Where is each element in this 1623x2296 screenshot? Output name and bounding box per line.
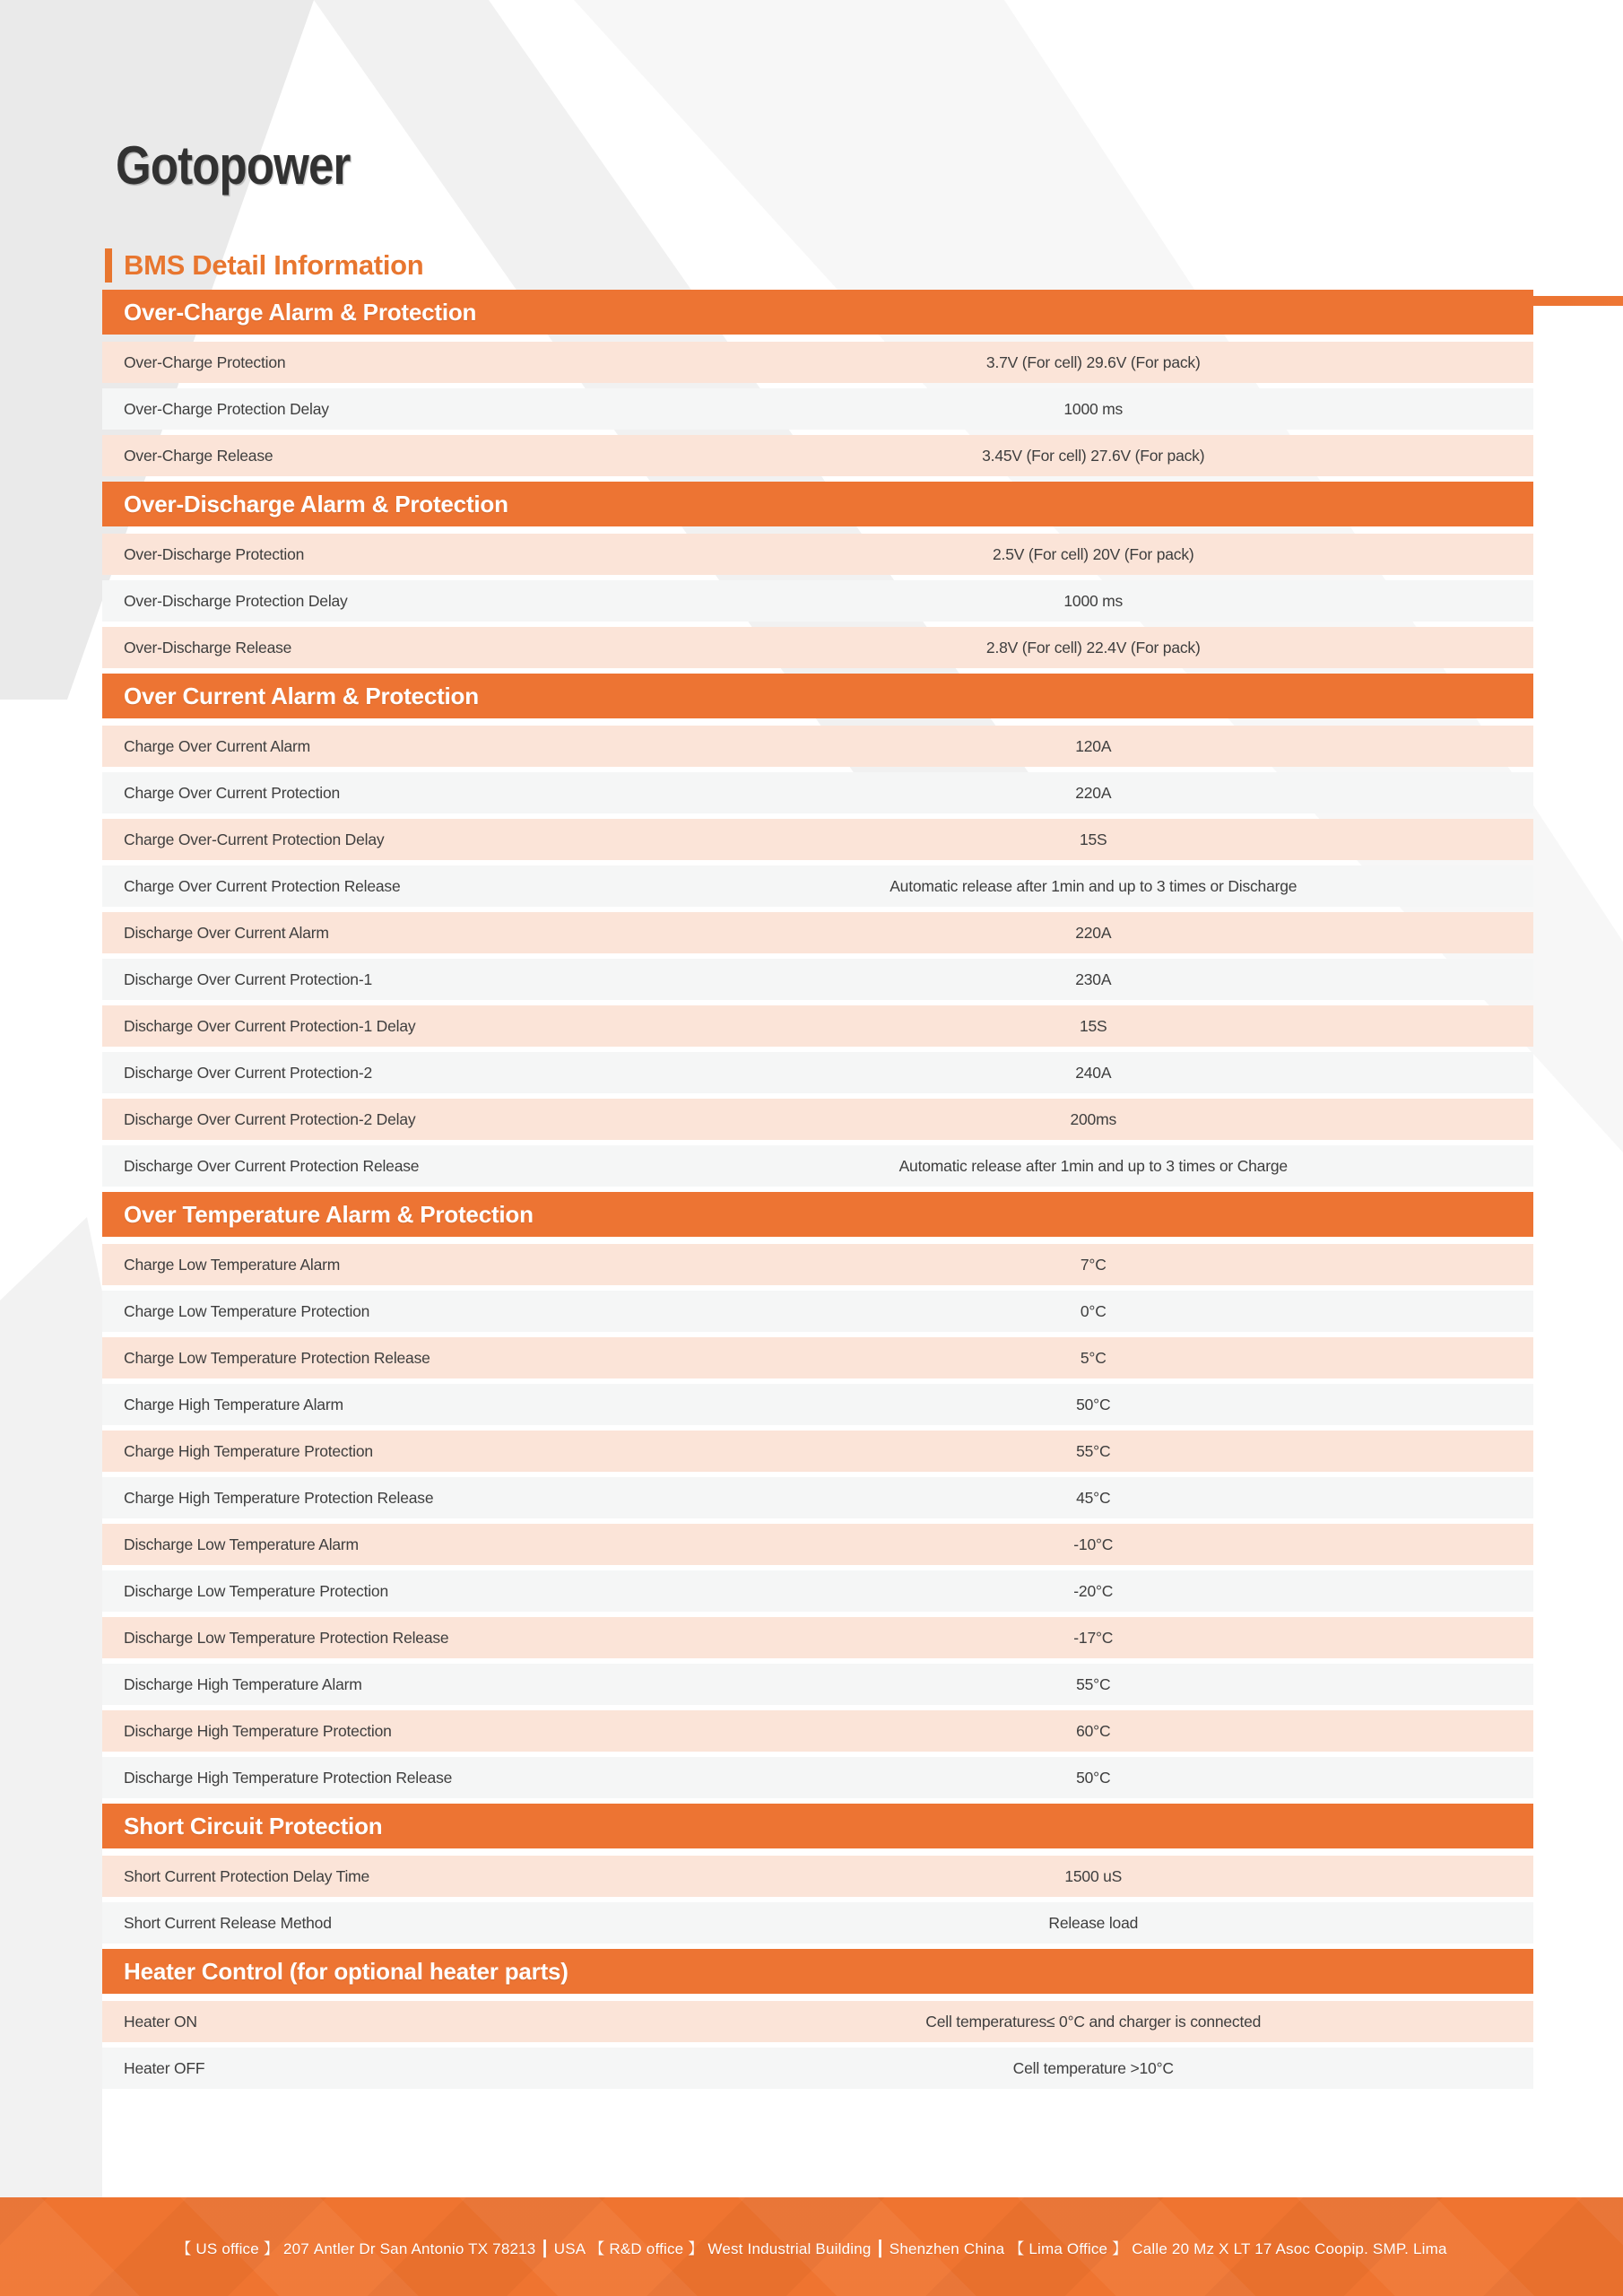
row-label: Discharge Over Current Alarm — [124, 923, 329, 942]
table-row — [102, 1710, 1533, 1752]
table-row — [102, 388, 1533, 430]
row-value: 7°C — [1080, 1255, 1107, 1274]
row-value: 5°C — [1080, 1348, 1107, 1367]
page-title: BMS Detail Information — [105, 248, 423, 283]
table-row — [102, 1757, 1533, 1798]
table-row — [102, 1099, 1533, 1140]
row-value: 55°C — [1076, 1674, 1111, 1693]
table-row — [102, 772, 1533, 813]
row-value: 50°C — [1076, 1768, 1111, 1787]
table-row — [102, 1617, 1533, 1658]
row-label: Short Current Protection Delay Time — [124, 1866, 370, 1885]
row-value: 3.45V (For cell) 27.6V (For pack) — [982, 446, 1205, 465]
section-rows — [102, 1244, 1533, 1798]
row-label: Over-Discharge Protection — [124, 544, 305, 563]
table-section — [102, 1192, 1533, 1798]
row-label: Discharge Low Temperature Protection Release — [124, 1628, 449, 1647]
table-row — [102, 865, 1533, 907]
row-value: Automatic release after 1min and up to 3 times or Charge — [898, 1156, 1288, 1175]
table-row — [102, 1477, 1533, 1518]
row-value: Automatic release after 1min and up to 3 times or Discharge — [890, 876, 1298, 895]
table-row — [102, 1524, 1533, 1565]
table-row — [102, 2048, 1533, 2089]
bms-detail-table — [102, 290, 1533, 2094]
table-row — [102, 534, 1533, 575]
row-label: Charge Low Temperature Protection — [124, 1301, 370, 1320]
row-value: 45°C — [1076, 1488, 1111, 1507]
row-label: Over-Discharge Release — [124, 638, 292, 657]
row-label: Discharge High Temperature Protection — [124, 1721, 392, 1740]
footer-offices-text: 【 US office 】 207 Antler Dr San Antonio TX 78213 ┃ USA 【 R&D office 】 West Industrial Building ┃ Shenzhen China 【 Lima Office 】 Calle 20 Mz X LT 17 Asoc Coopip. SMP. Lima — [176, 2239, 1447, 2257]
row-label: Discharge High Temperature Protection Release — [124, 1768, 453, 1787]
row-value: 2.8V (For cell) 22.4V (For pack) — [985, 638, 1201, 657]
table-row — [102, 819, 1533, 860]
table-row — [102, 1570, 1533, 1612]
row-label: Over-Charge Release — [124, 446, 273, 465]
row-value: 1500 uS — [1064, 1866, 1123, 1885]
section-rows — [102, 534, 1533, 668]
row-value: 240A — [1075, 1063, 1112, 1082]
row-value: 200ms — [1070, 1109, 1117, 1128]
row-label: Discharge Low Temperature Protection — [124, 1581, 388, 1600]
row-label: Discharge Over Current Protection-1 Delay — [124, 1016, 416, 1035]
table-row — [102, 1052, 1533, 1093]
section-rows — [102, 2001, 1533, 2089]
row-value: Cell temperature >10°C — [1012, 2058, 1174, 2077]
row-value: 15S — [1079, 1016, 1107, 1035]
table-row — [102, 342, 1533, 383]
row-label: Discharge Over Current Protection-2 — [124, 1063, 372, 1082]
section-header: Over Temperature Alarm & Protection — [102, 1192, 1533, 1237]
row-value: 3.7V (For cell) 29.6V (For pack) — [985, 352, 1201, 371]
row-label: Charge High Temperature Protection — [124, 1441, 373, 1460]
section-header: Short Circuit Protection — [102, 1804, 1533, 1848]
row-value: Release load — [1048, 1913, 1139, 1932]
row-value: 220A — [1075, 923, 1112, 942]
row-value: 15S — [1079, 830, 1107, 848]
table-row — [102, 1244, 1533, 1285]
table-section — [102, 1804, 1533, 1944]
table-row — [102, 726, 1533, 767]
section-rows — [102, 342, 1533, 476]
table-row — [102, 1431, 1533, 1472]
row-label: Discharge Over Current Protection-1 — [124, 970, 372, 988]
row-value: -17°C — [1073, 1628, 1114, 1647]
table-section — [102, 674, 1533, 1187]
brand-logo: Gotopower — [116, 135, 351, 196]
row-value: 220A — [1075, 783, 1112, 802]
row-label: Over-Discharge Protection Delay — [124, 591, 348, 610]
row-value: 60°C — [1076, 1721, 1111, 1740]
row-value: 1000 ms — [1063, 399, 1124, 418]
row-label: Charge Low Temperature Alarm — [124, 1255, 341, 1274]
section-header: Heater Control (for optional heater parts) — [102, 1949, 1533, 1994]
row-value: -10°C — [1073, 1535, 1114, 1553]
section-rows — [102, 1856, 1533, 1944]
row-label: Charge High Temperature Alarm — [124, 1395, 343, 1413]
table-section — [102, 290, 1533, 476]
table-row — [102, 1902, 1533, 1944]
row-label: Over-Charge Protection — [124, 352, 286, 371]
table-row — [102, 1291, 1533, 1332]
row-value: 120A — [1075, 736, 1112, 755]
row-value: 50°C — [1076, 1395, 1111, 1413]
table-row — [102, 627, 1533, 668]
brand-row — [102, 135, 1533, 197]
row-label: Charge High Temperature Protection Release — [124, 1488, 434, 1507]
row-label: Over-Charge Protection Delay — [124, 399, 329, 418]
section-rows — [102, 726, 1533, 1187]
row-value: 230A — [1075, 970, 1112, 988]
table-row — [102, 1145, 1533, 1187]
row-label: Charge Over Current Alarm — [124, 736, 310, 755]
table-section — [102, 1949, 1533, 2089]
table-section — [102, 482, 1533, 668]
table-row — [102, 1856, 1533, 1897]
table-row — [102, 1337, 1533, 1378]
section-header: Over-Charge Alarm & Protection — [102, 290, 1533, 335]
row-value: 1000 ms — [1063, 591, 1124, 610]
row-label: Discharge High Temperature Alarm — [124, 1674, 362, 1693]
section-header: Over Current Alarm & Protection — [102, 674, 1533, 718]
table-row — [102, 1664, 1533, 1705]
row-label: Charge Over Current Protection — [124, 783, 341, 802]
footer — [0, 2197, 1623, 2296]
row-label: Heater OFF — [124, 2058, 205, 2077]
table-row — [102, 959, 1533, 1000]
table-row — [102, 1384, 1533, 1425]
row-label: Discharge Low Temperature Alarm — [124, 1535, 359, 1553]
table-row — [102, 1005, 1533, 1047]
row-value: -20°C — [1073, 1581, 1114, 1600]
row-label: Charge Over Current Protection Release — [124, 876, 401, 895]
row-label: Charge Low Temperature Protection Release — [124, 1348, 430, 1367]
table-row — [102, 912, 1533, 953]
section-header: Over-Discharge Alarm & Protection — [102, 482, 1533, 526]
row-value: 55°C — [1076, 1441, 1111, 1460]
table-row — [102, 580, 1533, 622]
row-label: Charge Over-Current Protection Delay — [124, 830, 385, 848]
row-label: Short Current Release Method — [124, 1913, 332, 1932]
table-row — [102, 2001, 1533, 2042]
row-label: Heater ON — [124, 2012, 197, 2031]
table-row — [102, 435, 1533, 476]
row-label: Discharge Over Current Protection-2 Delay — [124, 1109, 416, 1128]
row-label: Discharge Over Current Protection Release — [124, 1156, 420, 1175]
row-value: Cell temperatures≤ 0°C and charger is connected — [925, 2012, 1262, 2031]
row-value: 0°C — [1080, 1301, 1107, 1320]
row-value: 2.5V (For cell) 20V (For pack) — [993, 544, 1194, 563]
